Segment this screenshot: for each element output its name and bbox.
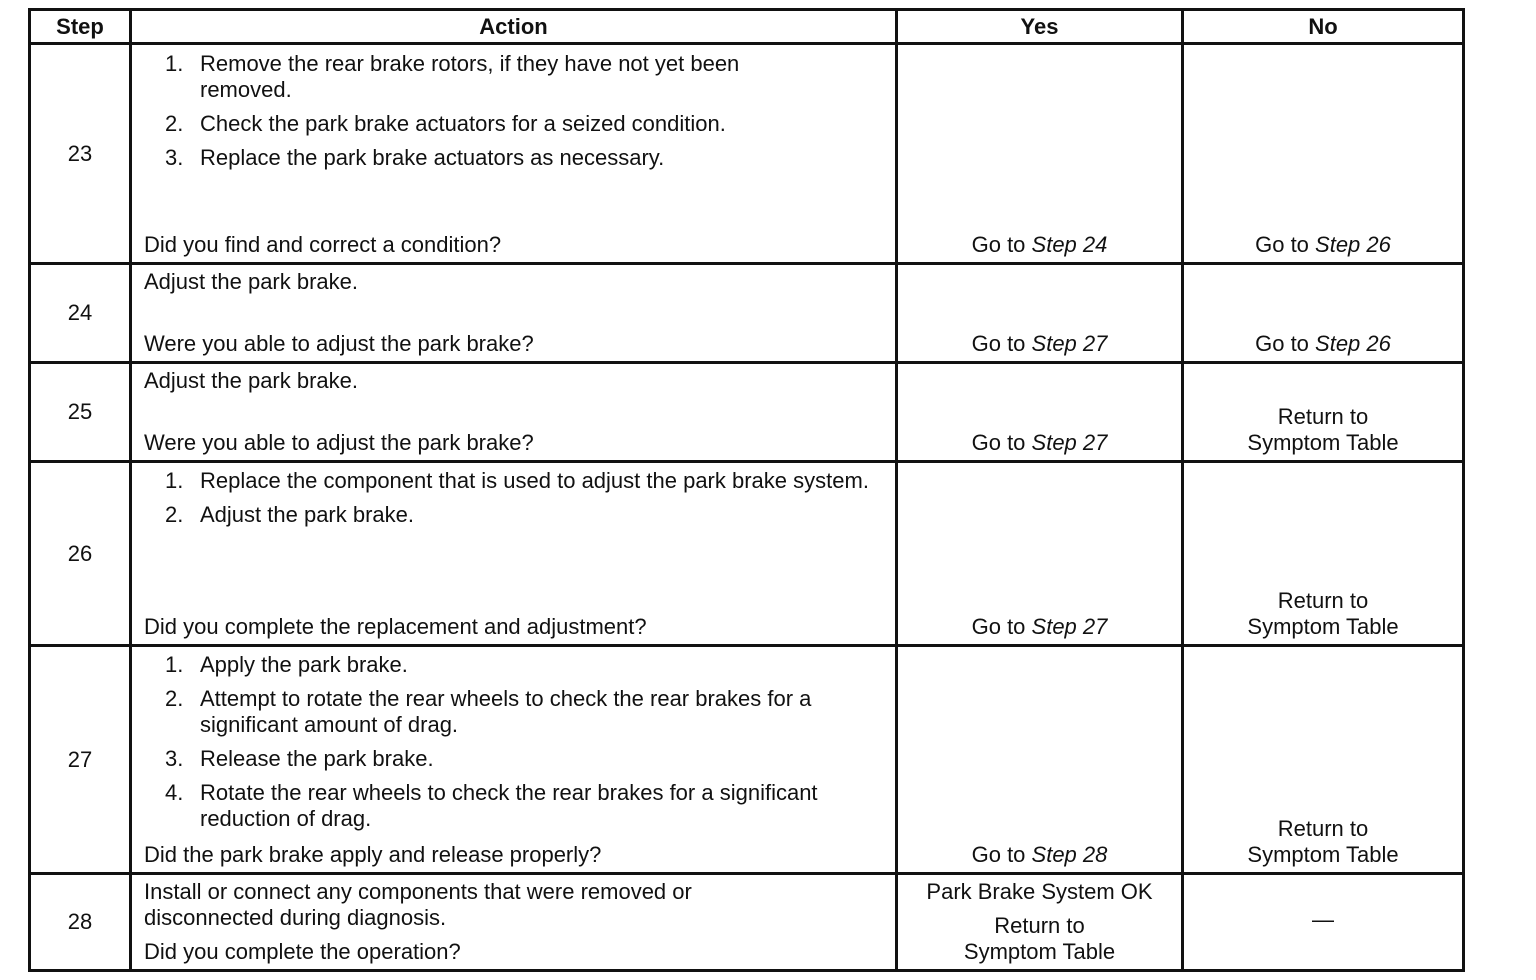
item-number: 1. [165,468,184,493]
list-item [132,686,852,738]
action-cell [131,44,897,264]
symptom-table-label: Symptom Table [1247,842,1399,867]
goto-prefix: Go to [971,842,1032,867]
goto-prefix: Go to [971,614,1032,639]
list-item [132,111,832,137]
goto-prefix: Go to [1255,331,1316,356]
goto-step-link: Step 28 [1031,842,1108,867]
question-text: Did you complete the operation? [144,939,461,964]
no-cell [1183,874,1464,971]
goto-prefix: Go to [971,232,1032,257]
item-number: 2. [165,111,184,136]
action-cell [131,462,897,646]
item-number: 4. [165,780,184,805]
header-action: Action [131,10,897,44]
return-label: Return to [1277,588,1369,613]
yes-cell [897,874,1183,971]
return-label: Return to [1277,404,1369,429]
goto-step-link: Step 27 [1031,331,1108,356]
item-number: 2. [165,686,184,711]
action-steps [132,45,832,171]
question-text: Did the park brake apply and release properly? [144,842,602,867]
goto-prefix: Go to [971,430,1032,455]
goto-prefix: Go to [1255,232,1316,257]
action-cell [131,363,897,462]
table-row [30,363,1464,462]
table-row [30,874,1464,971]
symptom-table-label: Symptom Table [1247,430,1399,455]
action-steps [132,647,852,832]
yes-cell [897,646,1183,874]
symptom-table-label: Symptom Table [963,939,1116,964]
action-steps [132,463,877,528]
yes-cell [897,363,1183,462]
goto-step-link: Step 26 [1315,331,1391,356]
goto-step-link: Step 24 [1031,232,1108,257]
goto-step-link: Step 27 [1031,430,1108,455]
list-item [132,780,852,832]
action-text: Adjust the park brake. [144,368,359,393]
step-number: 28 [30,874,131,971]
action-cell [131,264,897,363]
item-text: Release the park brake. [200,746,434,771]
item-text: Replace the component that is used to adjust the park brake system. [200,468,869,493]
no-cell [1183,363,1464,462]
item-number: 3. [165,145,184,170]
header-no: No [1183,10,1464,44]
action-text: Adjust the park brake. [144,269,359,294]
table-row [30,462,1464,646]
item-text: Check the park brake actuators for a seized condition. [200,111,726,136]
dash-placeholder: — [1312,907,1334,932]
item-text: Rotate the rear wheels to check the rear brakes for a significant reduction of drag. [200,780,818,831]
table-row [30,264,1464,363]
item-text: Remove the rear brake rotors, if they have not yet been removed. [200,51,740,102]
header-yes: Yes [897,10,1183,44]
return-label: Return to [1277,816,1369,841]
yes-cell [897,462,1183,646]
list-item [132,145,832,171]
goto-step-link: Step 27 [1031,614,1108,639]
item-text: Adjust the park brake. [200,502,415,527]
item-number: 3. [165,746,184,771]
item-text: Apply the park brake. [200,652,408,677]
list-item [132,502,877,528]
question-text: Did you find and correct a condition? [144,232,502,257]
no-cell [1183,264,1464,363]
table-row [30,646,1464,874]
symptom-table-label: Symptom Table [1247,614,1399,639]
table-row [30,44,1464,264]
item-number: 1. [165,51,184,76]
header-row [30,10,1464,44]
goto-prefix: Go to [971,331,1032,356]
no-cell [1183,44,1464,264]
step-number: 27 [30,646,131,874]
step-number: 25 [30,363,131,462]
step-number: 24 [30,264,131,363]
list-item [132,468,877,494]
question-text: Did you complete the replacement and adjustment? [144,614,647,639]
list-item [132,51,832,103]
system-ok-label: Park Brake System OK [926,879,1153,904]
step-number: 23 [30,44,131,264]
action-text-line: disconnected during diagnosis. [144,905,447,930]
yes-cell [897,44,1183,264]
list-item [132,652,852,678]
item-number: 1. [165,652,184,677]
action-cell [131,646,897,874]
no-cell [1183,646,1464,874]
action-cell [131,874,897,971]
step-number: 26 [30,462,131,646]
question-text: Were you able to adjust the park brake? [144,331,534,356]
return-label: Return to [994,913,1085,938]
item-text: Attempt to rotate the rear wheels to check the rear brakes for a significant amount of drag. [200,686,812,737]
header-step: Step [30,10,131,44]
question-text: Were you able to adjust the park brake? [144,430,534,455]
item-text: Replace the park brake actuators as necessary. [200,145,665,170]
action-text-line: Install or connect any components that were removed or [144,879,692,904]
list-item [132,746,852,772]
item-number: 2. [165,502,184,527]
goto-step-link: Step 26 [1315,232,1391,257]
no-cell [1183,462,1464,646]
diagnostic-table [28,8,1465,972]
yes-cell [897,264,1183,363]
